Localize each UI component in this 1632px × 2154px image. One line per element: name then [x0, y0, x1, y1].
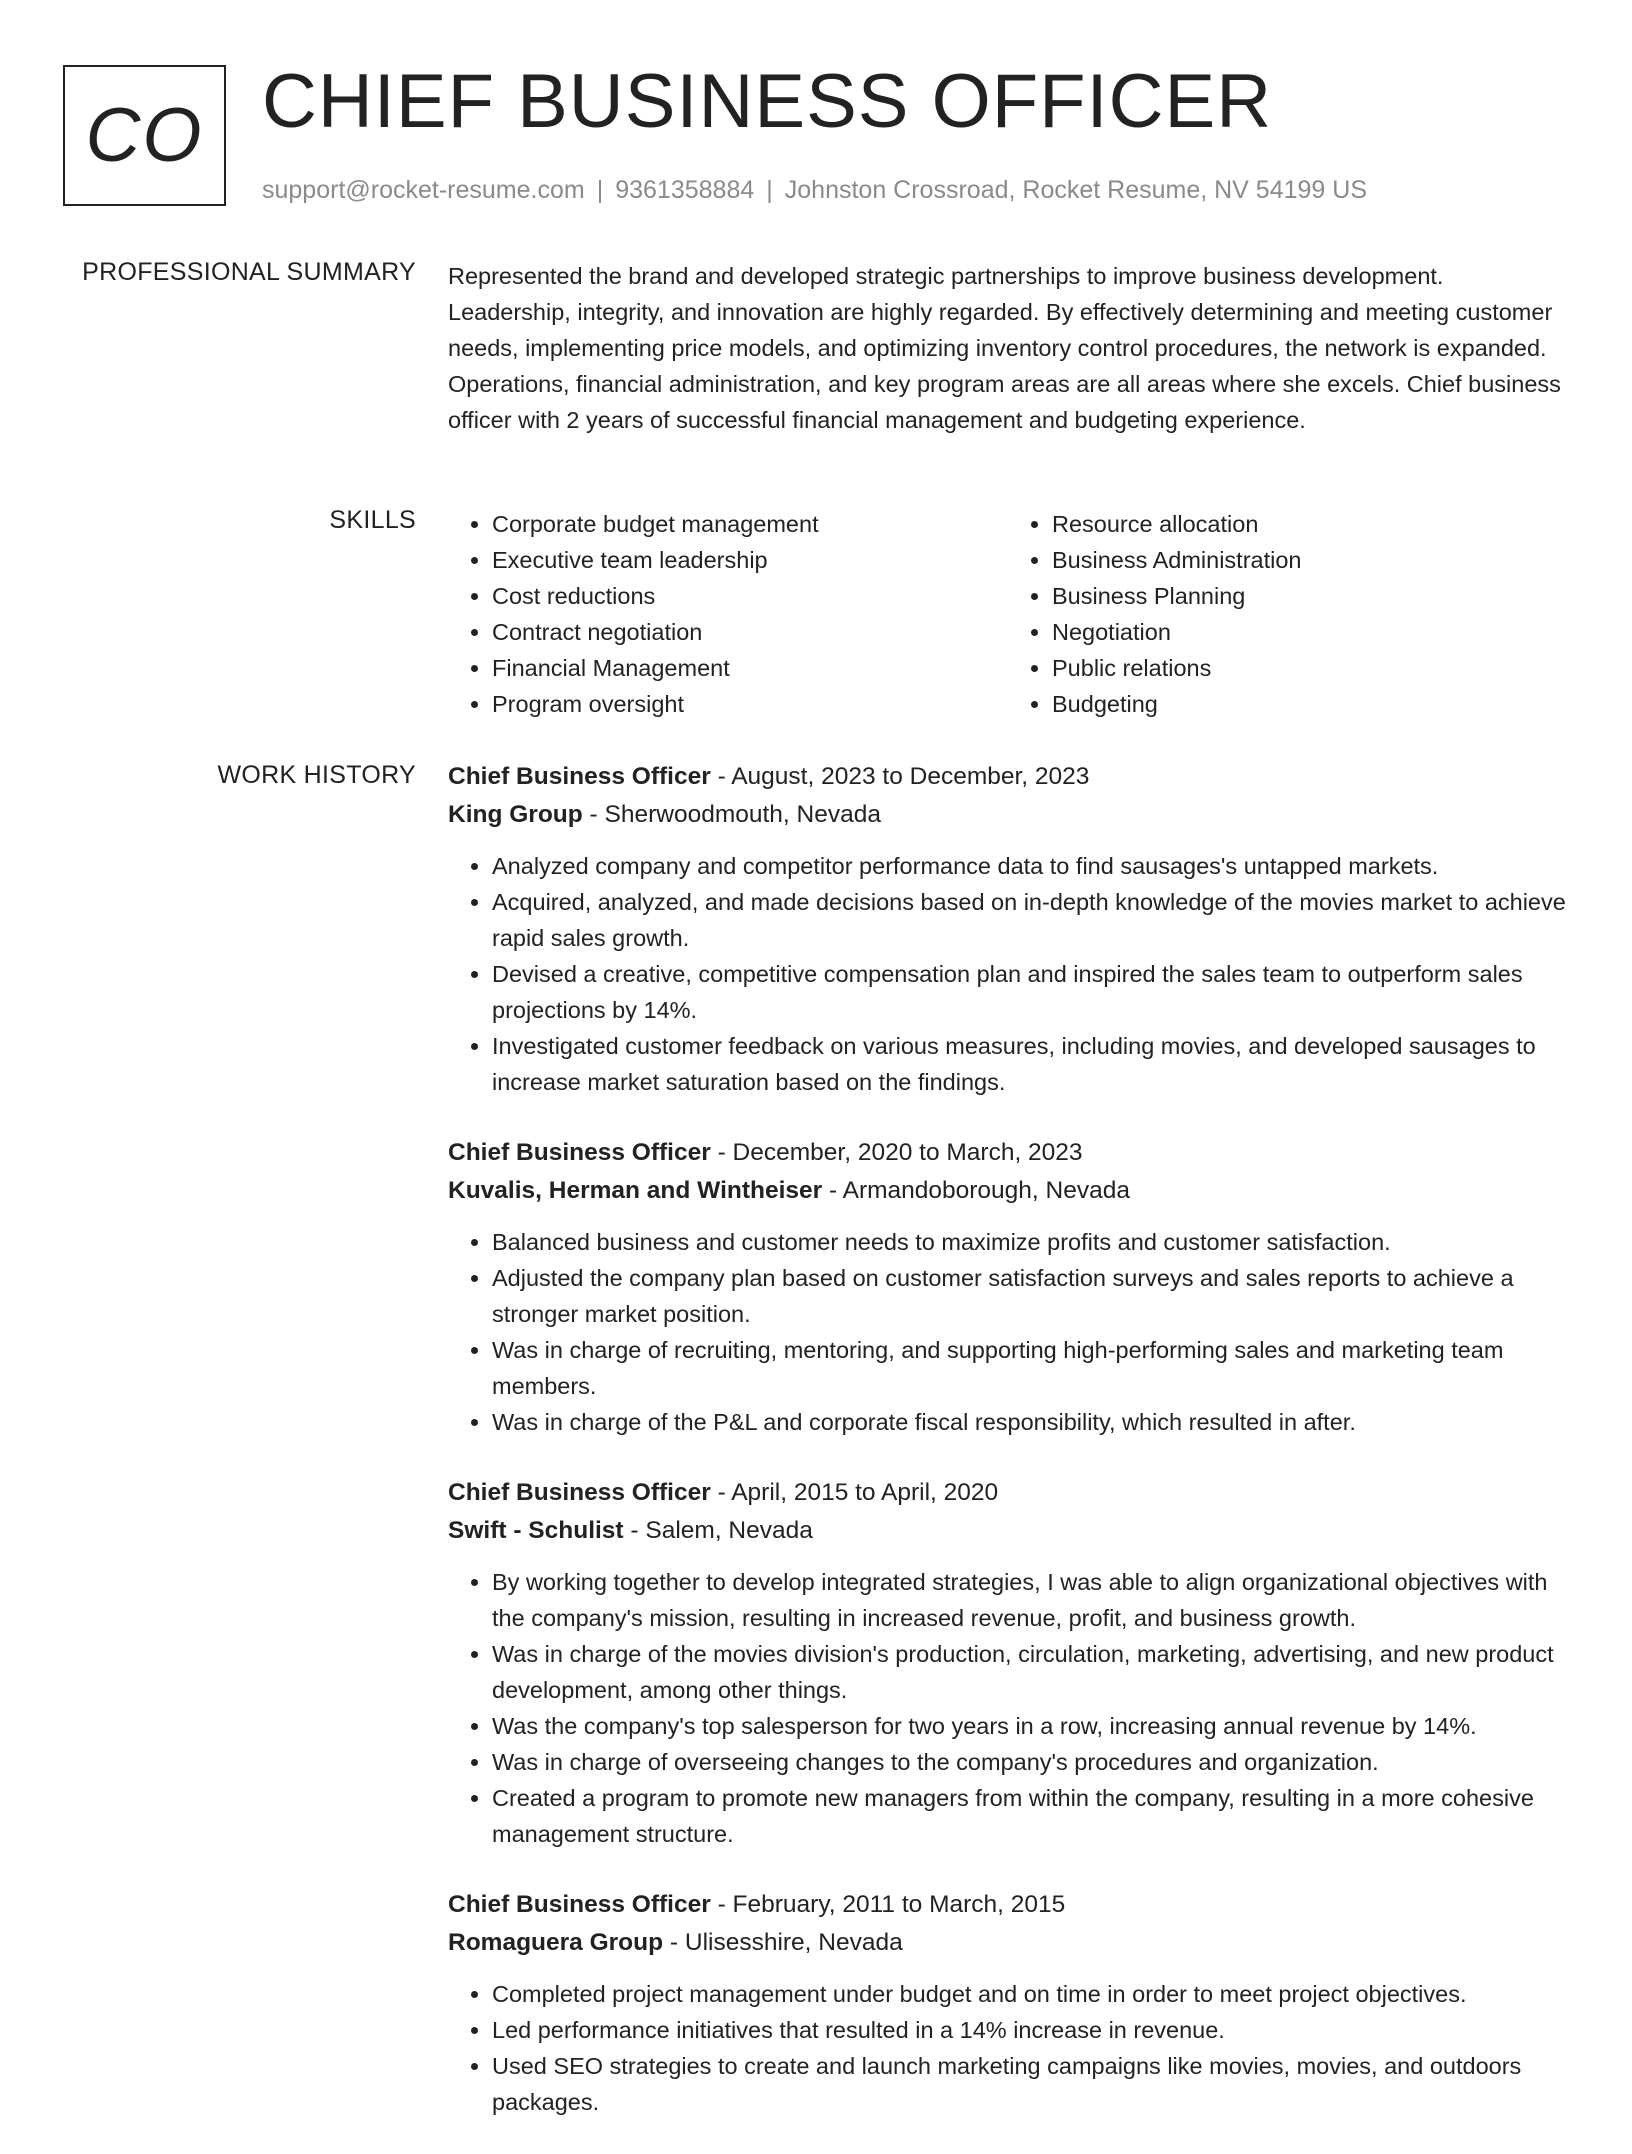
summary-body	[448, 258, 1568, 438]
dash-separator: -	[822, 1177, 843, 1204]
job-company-line	[448, 1172, 1568, 1210]
job-bullet: • Was the company's top salesperson for two years in a row, increasing annual revenue by 14%.	[492, 1708, 1568, 1744]
job-bullet: • Led performance initiatives that resulted in a 14% increase in revenue.	[492, 2012, 1568, 2048]
job-location: Sherwoodmouth, Nevada	[604, 801, 881, 828]
job-company-line	[448, 796, 1568, 834]
job-title: Chief Business Officer	[448, 1139, 711, 1166]
job-location: Salem, Nevada	[645, 1517, 813, 1544]
job-bullet-list	[448, 1976, 1568, 2120]
skill-item: • Financial Management	[492, 650, 1008, 686]
summary-text: Represented the brand and developed strategic partnerships to improve business development. Leadership, integrity, and innovation are highly regarded. By effectively determining and meeting customer needs, implementing price models, and optimizing inventory control procedures, the network is expanded. Operations, financial administration, and key program areas are all areas where she excels. Chief business officer with 2 years of successful financial management and budgeting experience.	[448, 263, 1561, 433]
job-location: Armandoborough, Nevada	[842, 1177, 1130, 1204]
skill-item: • Negotiation	[1052, 614, 1568, 650]
job-title-line	[448, 1474, 1568, 1512]
job-company-line	[448, 1512, 1568, 1550]
resume-header	[0, 0, 1632, 240]
skill-item: • Business Administration	[1052, 542, 1568, 578]
job-bullet: • Investigated customer feedback on various measures, including movies, and developed sausages to increase market saturation based on the findings.	[492, 1028, 1568, 1100]
job-title: Chief Business Officer	[448, 763, 711, 790]
job-entry	[448, 758, 1568, 1100]
job-entry	[448, 1134, 1568, 1440]
skills-heading: SKILLS	[329, 506, 416, 534]
job-dates: August, 2023 to December, 2023	[731, 763, 1090, 790]
contact-address: Johnston Crossroad, Rocket Resume, NV 54199 US	[784, 176, 1367, 204]
dash-separator: -	[710, 1139, 733, 1166]
work-history-body	[448, 758, 1568, 2154]
skill-item: • Executive team leadership	[492, 542, 1008, 578]
skills-list-right	[1008, 506, 1568, 722]
monogram-logo: CO	[63, 65, 226, 206]
job-bullet: • Was in charge of the P&L and corporate fiscal responsibility, which resulted in after.	[492, 1404, 1568, 1440]
job-company: King Group	[448, 801, 583, 828]
job-bullet: • Created a program to promote new managers from within the company, resulting in a more cohesive management structure.	[492, 1780, 1568, 1852]
job-bullet: • Completed project management under budget and on time in order to meet project objectives.	[492, 1976, 1568, 2012]
skill-item: • Public relations	[1052, 650, 1568, 686]
job-bullet: • By working together to develop integrated strategies, I was able to align organizational objectives with the company's mission, resulting in increased revenue, profit, and business growth.	[492, 1564, 1568, 1636]
contact-email: support@rocket-resume.com	[262, 176, 585, 204]
skill-item: • Business Planning	[1052, 578, 1568, 614]
job-bullet: • Adjusted the company plan based on customer satisfaction surveys and sales reports to achieve a stronger market position.	[492, 1260, 1568, 1332]
job-dates: February, 2011 to March, 2015	[732, 1891, 1066, 1918]
job-company-line	[448, 1924, 1568, 1962]
job-dates: December, 2020 to March, 2023	[732, 1139, 1083, 1166]
skill-item: • Budgeting	[1052, 686, 1568, 722]
job-bullet: • Was in charge of the movies division's production, circulation, marketing, advertising, and new product development, among other things.	[492, 1636, 1568, 1708]
job-bullet: • Acquired, analyzed, and made decisions based on in-depth knowledge of the movies market to achieve rapid sales growth.	[492, 884, 1568, 956]
skill-item: • Contract negotiation	[492, 614, 1008, 650]
contact-separator: |	[766, 176, 773, 204]
job-bullet-list	[448, 1564, 1568, 1852]
dash-separator: -	[710, 1479, 732, 1506]
job-bullet: • Was in charge of recruiting, mentoring, and supporting high-performing sales and marketing team members.	[492, 1332, 1568, 1404]
job-title: Chief Business Officer	[448, 1479, 711, 1506]
job-bullet-list	[448, 1224, 1568, 1440]
job-title: Chief Business Officer	[448, 1891, 711, 1918]
work-history-heading: WORK HISTORY	[217, 761, 416, 789]
dash-separator: -	[710, 763, 732, 790]
skills-list-left	[448, 506, 1008, 722]
job-company: Swift - Schulist	[448, 1517, 624, 1544]
dash-separator: -	[663, 1929, 685, 1956]
skill-item: • Cost reductions	[492, 578, 1008, 614]
job-bullet: • Analyzed company and competitor performance data to find sausages's untapped markets.	[492, 848, 1568, 884]
job-entry	[448, 1886, 1568, 2120]
skills-body	[448, 506, 1568, 722]
dash-separator: -	[582, 801, 605, 828]
job-title-line	[448, 1134, 1568, 1172]
job-bullet: • Was in charge of overseeing changes to the company's procedures and organization.	[492, 1744, 1568, 1780]
summary-heading: PROFESSIONAL SUMMARY	[82, 258, 416, 286]
job-title-line	[448, 758, 1568, 796]
dash-separator: -	[623, 1517, 646, 1544]
contact-line	[262, 176, 1367, 205]
job-location: Ulisesshire, Nevada	[684, 1929, 903, 1956]
job-company: Kuvalis, Herman and Wintheiser	[448, 1177, 823, 1204]
dash-separator: -	[710, 1891, 733, 1918]
job-title-line	[448, 1886, 1568, 1924]
contact-phone: 9361358884	[615, 176, 755, 204]
contact-separator: |	[596, 176, 604, 204]
job-bullet: • Used SEO strategies to create and launch marketing campaigns like movies, movies, and outdoors packages.	[492, 2048, 1568, 2120]
skill-item: • Resource allocation	[1052, 506, 1568, 542]
page-title: CHIEF BUSINESS OFFICER	[262, 59, 1273, 144]
job-bullet-list	[448, 848, 1568, 1100]
job-bullet: • Devised a creative, competitive compensation plan and inspired the sales team to outperform sales projections by 14%.	[492, 956, 1568, 1028]
skill-item: • Program oversight	[492, 686, 1008, 722]
skill-item: • Corporate budget management	[492, 506, 1008, 542]
job-dates: April, 2015 to April, 2020	[731, 1479, 999, 1506]
job-company: Romaguera Group	[448, 1929, 664, 1956]
job-entry	[448, 1474, 1568, 1852]
job-bullet: • Balanced business and customer needs to maximize profits and customer satisfaction.	[492, 1224, 1568, 1260]
